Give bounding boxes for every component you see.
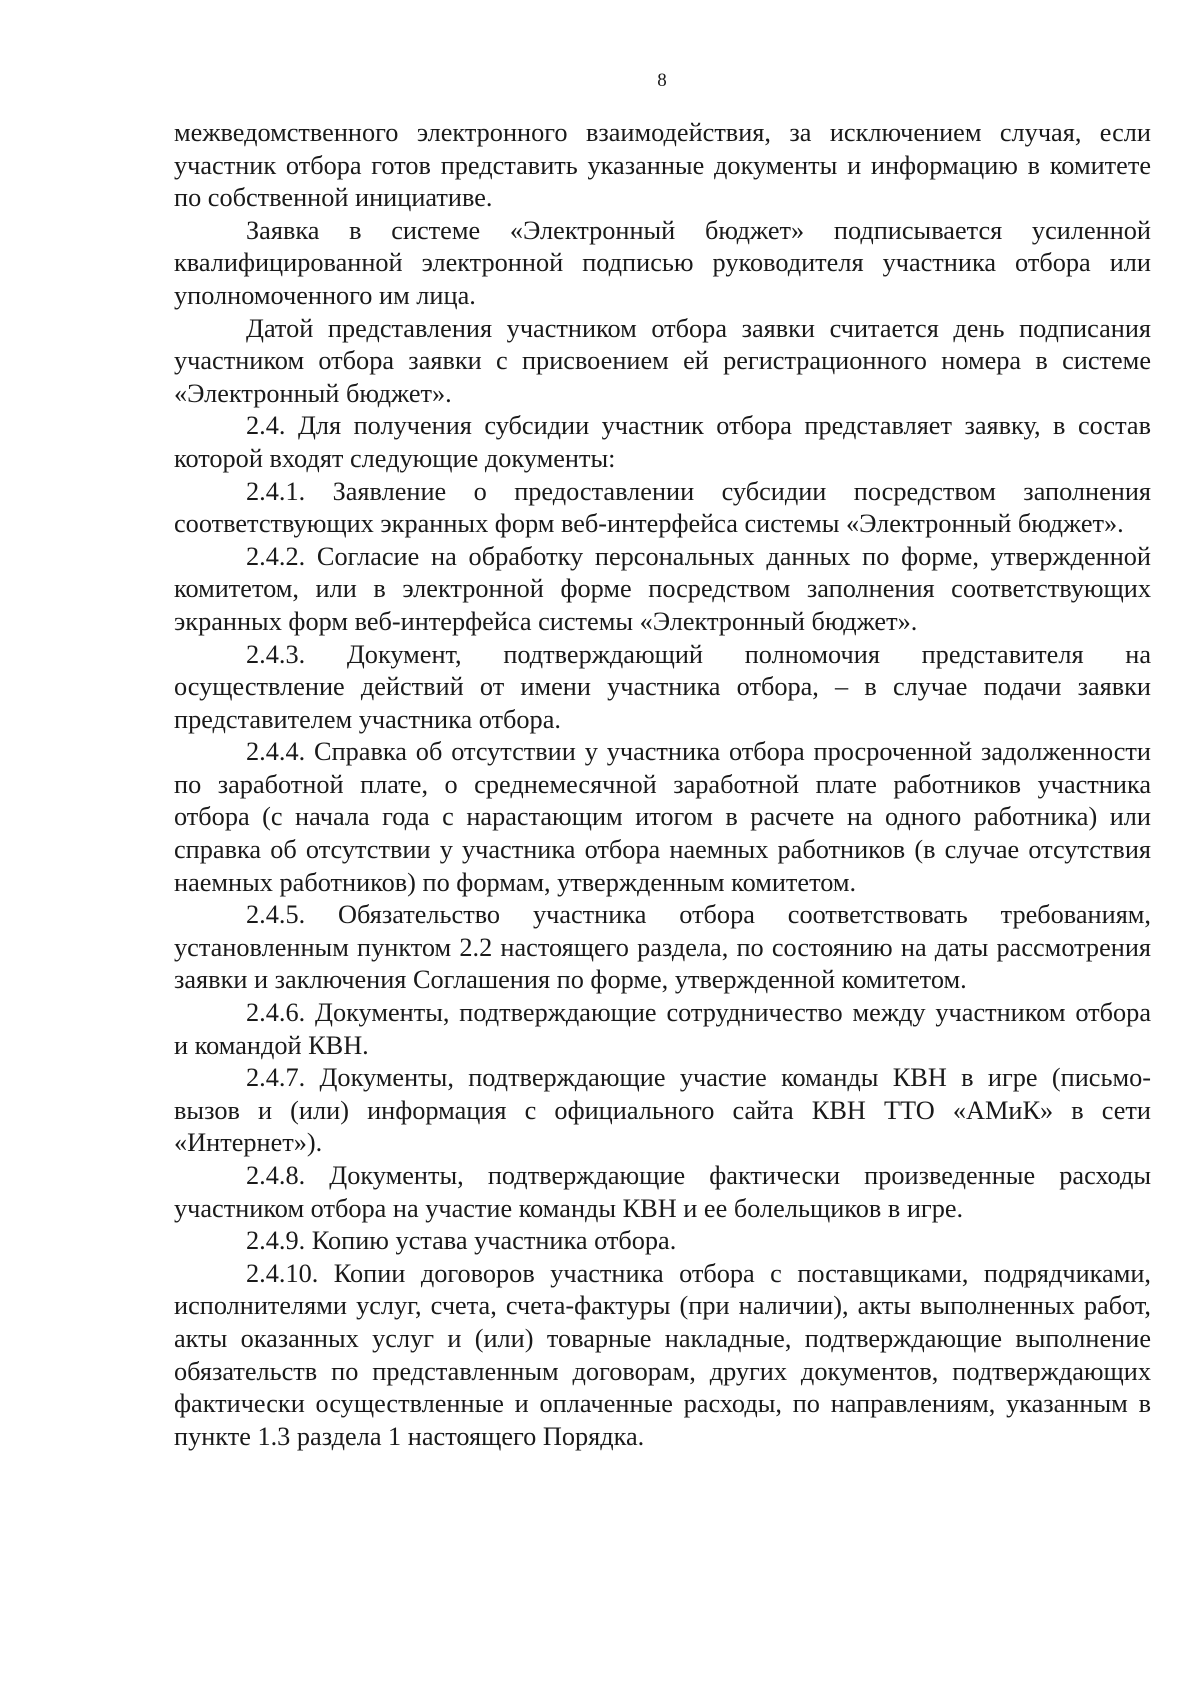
paragraph-2-4-6: 2.4.6. Документы, подтверждающие сотрудничество между участником отбора и командой КВН. — [174, 998, 1151, 1060]
paragraph-submission-date: Датой представления участником отбора заявки считается день подписания участником отбора заявки с присвоением ей регистрационного номера в системе «Электронный бюджет». — [174, 313, 1151, 408]
paragraph-2-4-3: 2.4.3. Документ, подтверждающий полномочия представителя на осуществление действий от имени участника отбора, – в случае подачи заявки представителем участника отбора. — [174, 639, 1151, 734]
paragraph-2-4: 2.4. Для получения субсидии участник отбора представляет заявку, в состав которой входят следующие документы: — [174, 411, 1151, 473]
paragraph-2-4-9: 2.4.9. Копию устава участника отбора. — [246, 1226, 677, 1256]
paragraph-2-4-7: 2.4.7. Документы, подтверждающие участие команды КВН в игре (письмо-вызов и (или) информация с официального сайта КВН ТТО «АМиК» в сети «Интернет»). — [174, 1063, 1151, 1158]
paragraph-2-4-2: 2.4.2. Согласие на обработку персональных данных по форме, утвержденной комитетом, или в электронной форме посредством заполнения соответствующих экранных форм веб-интерфейса системы «Электронный бюджет». — [174, 541, 1151, 636]
paragraph-signature: Заявка в системе «Электронный бюджет» подписывается усиленной квалифицированной электронной подписью руководителя участника отбора или уполномоченного им лица. — [174, 215, 1151, 310]
paragraph-continuation: межведомственного электронного взаимодействия, за исключением случая, если участник отбора готов представить указанные документы и информацию в комитете по собственной инициативе. — [174, 118, 1151, 213]
document-body — [174, 117, 1151, 1453]
paragraph-2-4-4: 2.4.4. Справка об отсутствии у участника отбора просроченной задолженности по заработной плате, о среднемесячной заработной плате работников участника отбора (с начала года с нарастающим итогом в расчете на одного работника) или справка об отсутствии у участника отбора наемных работников (в случае отсутствия наемных работников) по формам, утвержденным комитетом. — [174, 737, 1151, 897]
page-number: 8 — [657, 70, 667, 91]
paragraph-2-4-8: 2.4.8. Документы, подтверждающие фактически произведенные расходы участником отбора на участие команды КВН и ее болельщиков в игре. — [174, 1161, 1151, 1223]
paragraph-2-4-1: 2.4.1. Заявление о предоставлении субсидии посредством заполнения соответствующих экранных форм веб-интерфейса системы «Электронный бюджет». — [174, 476, 1151, 539]
paragraph-2-4-5: 2.4.5. Обязательство участника отбора соответствовать требованиям, установленным пунктом 2.2 настоящего раздела, по состоянию на даты рассмотрения заявки и заключения Соглашения по форме, утвержденной комитетом. — [174, 900, 1151, 995]
paragraph-2-4-10: 2.4.10. Копии договоров участника отбора с поставщиками, подрядчиками, исполнителями услуг, счета, счета-фактуры (при наличии), акты выполненных работ, акты оказанных услуг и (или) товарные накладные, подтверждающие выполнение обязательств по представленным договорам, других документов, подтверждающих фактически осуществленные и оплаченные расходы, по направлениям, указанным в пункте 1.3 раздела 1 настоящего Порядка. — [174, 1258, 1151, 1451]
